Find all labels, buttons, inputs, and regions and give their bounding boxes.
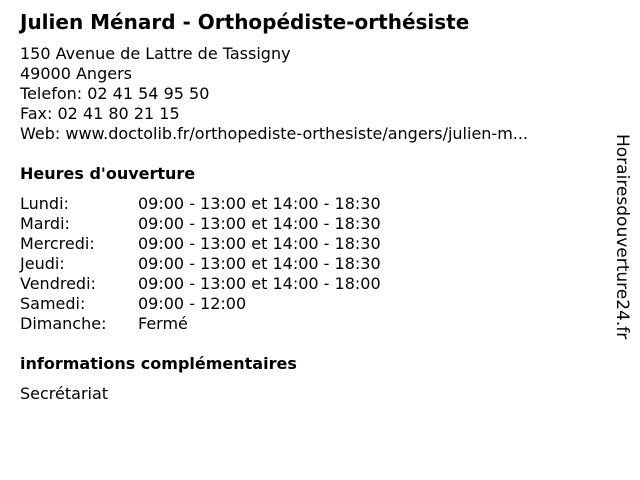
fax-number: Fax: 02 41 80 21 15 <box>20 104 180 123</box>
page-title: Julien Ménard - Orthopédiste-orthésiste <box>20 10 470 34</box>
day-label: Dimanche: <box>20 314 107 333</box>
website-link[interactable]: Web: www.doctolib.fr/orthopediste-orthesiste/angers/julien-m... <box>20 124 529 143</box>
time-range: 09:00 - 13:00 et 14:00 - 18:30 <box>138 254 381 273</box>
watermark-text: Horairesdouverture24.fr <box>612 134 632 340</box>
time-range: 09:00 - 13:00 et 14:00 - 18:00 <box>138 274 381 293</box>
time-range: 09:00 - 13:00 et 14:00 - 18:30 <box>138 194 381 213</box>
day-label: Mardi: <box>20 214 70 233</box>
time-range: 09:00 - 13:00 et 14:00 - 18:30 <box>138 214 381 233</box>
street-address: 150 Avenue de Lattre de Tassigny <box>20 44 291 63</box>
phone-number: Telefon: 02 41 54 95 50 <box>20 84 210 103</box>
day-label: Mercredi: <box>20 234 95 253</box>
time-range: 09:00 - 12:00 <box>138 294 247 313</box>
additional-info-heading: informations complémentaires <box>20 354 297 373</box>
day-label: Jeudi: <box>20 254 65 273</box>
contact-block <box>20 44 528 144</box>
day-label: Vendredi: <box>20 274 96 293</box>
time-range: 09:00 - 13:00 et 14:00 - 18:30 <box>138 234 381 253</box>
additional-info-text: Secrétariat <box>20 384 109 403</box>
city-address: 49000 Angers <box>20 64 132 83</box>
time-range: Fermé <box>138 314 188 333</box>
day-label: Lundi: <box>20 194 69 213</box>
site-watermark <box>610 134 634 346</box>
day-label: Samedi: <box>20 294 86 313</box>
opening-hours-heading: Heures d'ouverture <box>20 164 196 183</box>
